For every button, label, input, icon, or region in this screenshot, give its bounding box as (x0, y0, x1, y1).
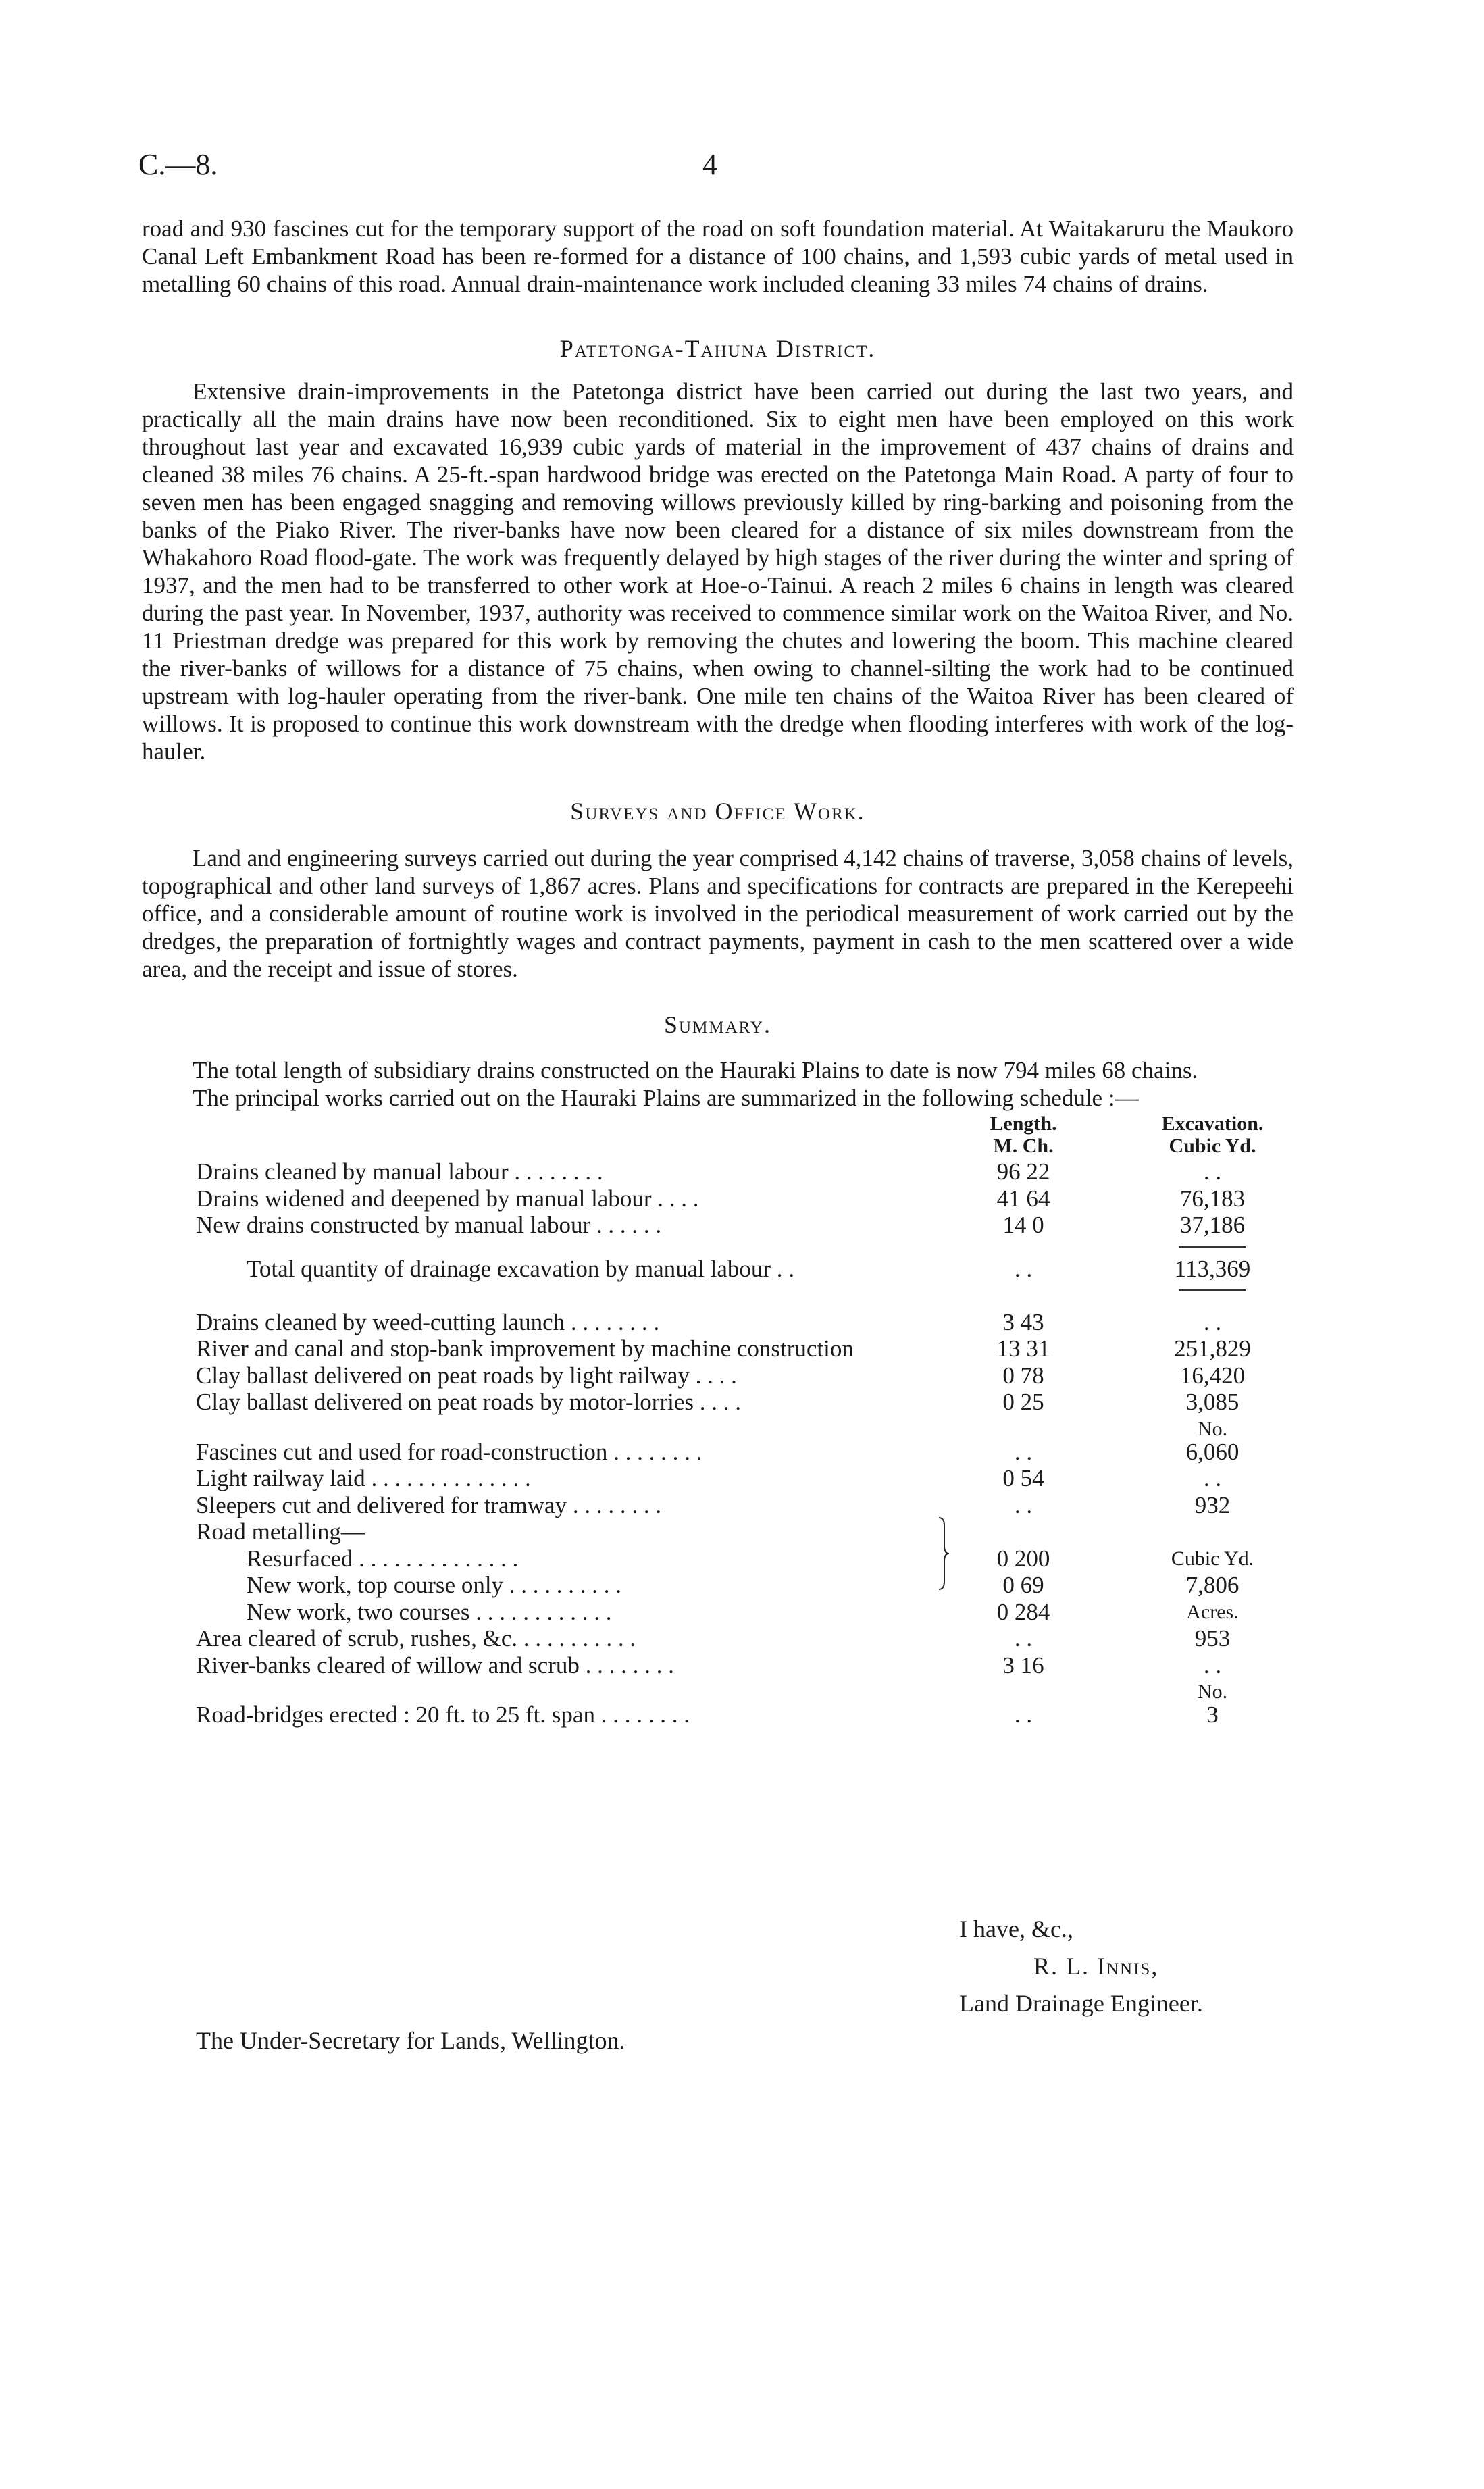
schedule-total-row (142, 1253, 1294, 1285)
document-reference: C.—8. (138, 148, 218, 181)
signature-line-1: I have, &c., (959, 1916, 1073, 1943)
unit-label: No. (1197, 1417, 1228, 1440)
unit-row (142, 1678, 1294, 1701)
section-title-patetonga: Patetonga-Tahuna District. (559, 335, 876, 362)
excavation-column-units: Cubic Yd. (1169, 1135, 1256, 1157)
row-label: Road metalling— (196, 1518, 365, 1545)
row-value: 3 (1206, 1701, 1219, 1728)
row-value: 76,183 (1179, 1185, 1246, 1212)
summary-paragraph-1: The total length of subsidiary drains constructed on the Hauraki Plains to date is now 794 miles 68 chains. (193, 1057, 1198, 1083)
unit-label: No. (1197, 1680, 1228, 1703)
row-length: 0 284 (996, 1598, 1050, 1625)
section-title-surveys: Surveys and Office Work. (570, 798, 865, 825)
schedule-row (142, 1308, 1294, 1335)
row-length: 96 22 (996, 1158, 1050, 1185)
rule-above-total (1179, 1246, 1246, 1248)
schedule-row (142, 1464, 1294, 1491)
row-label: Clay ballast delivered on peat roads by motor-lorries . . . . (196, 1389, 741, 1415)
row-label: New work, top course only . . . . . . . . . . (247, 1572, 622, 1598)
row-length: . . (1014, 1701, 1033, 1728)
row-length: 0 78 (1002, 1362, 1044, 1389)
row-label: New drains constructed by manual labour . . . . . . (196, 1212, 662, 1238)
row-value: . . (1203, 1465, 1222, 1491)
schedule-row (142, 1185, 1294, 1212)
row-length: 0 69 (1002, 1572, 1044, 1598)
row-value: 7,806 (1185, 1572, 1239, 1598)
row-value: . . (1203, 1158, 1222, 1185)
row-length: . . (1014, 1438, 1033, 1465)
signature-name: R. L. Innis, (1033, 1953, 1159, 1980)
page-header (0, 147, 1484, 188)
row-value: Cubic Yd. (1171, 1547, 1254, 1570)
row-label: Road-bridges erected : 20 ft. to 25 ft. span . . . . . . . . (196, 1701, 690, 1728)
section-title-summary: Summary. (664, 1011, 771, 1038)
schedule-row (142, 1518, 1294, 1545)
schedule-row (142, 1211, 1294, 1238)
excavation-column-header: Excavation. (1161, 1112, 1264, 1135)
right-brace-icon (938, 1516, 950, 1591)
rule-below-total (1179, 1289, 1246, 1291)
row-label: Sleepers cut and delivered for tramway . . . . . . . . (196, 1491, 662, 1518)
unit-row (142, 1415, 1294, 1438)
schedule-row (142, 1624, 1294, 1651)
schedule-row (142, 1651, 1294, 1678)
row-value: 251,829 (1174, 1335, 1251, 1362)
row-length: 13 31 (996, 1335, 1050, 1362)
row-length: 3 43 (1002, 1308, 1044, 1335)
row-length: 41 64 (996, 1185, 1050, 1212)
row-value: 6,060 (1185, 1438, 1239, 1465)
schedule-row (142, 1491, 1294, 1518)
row-label: New work, two courses . . . . . . . . . . . . (247, 1598, 612, 1625)
row-length: . . (1014, 1491, 1033, 1518)
row-label: Area cleared of scrub, rushes, &c. . . . . . . . . . . (196, 1625, 636, 1651)
total-length: . . (1014, 1255, 1033, 1282)
row-length: . . (1014, 1625, 1033, 1651)
row-length: 0 25 (1002, 1389, 1044, 1415)
row-value: 3,085 (1185, 1389, 1239, 1415)
row-value: 932 (1194, 1491, 1231, 1518)
schedule-units-row (142, 1135, 1294, 1158)
schedule-row (142, 1335, 1294, 1362)
row-length: 14 0 (1002, 1212, 1044, 1238)
addressee: The Under-Secretary for Lands, Wellington. (196, 2027, 625, 2054)
schedule-header-row (142, 1113, 1294, 1135)
summary-paragraph-2: The principal works carried out on the Hauraki Plains are summarized in the following schedule :— (193, 1085, 1139, 1111)
length-column-units: M. Ch. (993, 1135, 1054, 1157)
page-body (142, 215, 1294, 1728)
row-length: 0 200 (996, 1545, 1050, 1572)
row-value: Acres. (1186, 1600, 1239, 1623)
rule-row (142, 1285, 1294, 1308)
rule-row (142, 1238, 1294, 1253)
works-schedule (142, 1113, 1294, 1728)
schedule-row (142, 1701, 1294, 1728)
row-length: 0 54 (1002, 1465, 1044, 1491)
row-value: . . (1203, 1651, 1222, 1678)
schedule-row (142, 1438, 1294, 1465)
schedule-row (142, 1598, 1294, 1625)
row-label: Drains widened and deepened by manual labour . . . . (196, 1185, 699, 1212)
schedule-row (142, 1545, 1294, 1572)
page-number: 4 (702, 148, 717, 181)
signature-title: Land Drainage Engineer. (959, 1990, 1203, 2017)
row-label: Fascines cut and used for road-construction . . . . . . . . (196, 1438, 702, 1465)
surveys-paragraph: Land and engineering surveys carried out during the year comprised 4,142 chains of traverse, 3,058 chains of levels, topographical and other land surveys of 1,867 acres. Plans and specifications for contracts are prepared in the Kerepeehi office, and a considerable amount of routine work is involved in the periodical measurement of work carried out by the dredges, the preparation of fortnightly wages and contract payments, payment in cash to the men scattered over a wide area, and the receipt and issue of stores. (142, 845, 1294, 982)
length-column-header: Length. (990, 1112, 1057, 1135)
row-label: Drains cleaned by manual labour . . . . . . . . (196, 1158, 603, 1185)
schedule-row (142, 1571, 1294, 1598)
row-value: 953 (1194, 1625, 1231, 1651)
intro-paragraph: road and 930 fascines cut for the temporary support of the road on soft foundation material. At Waitakaruru the Maukoro Canal Left Embankment Road has been re-formed for a distance of 100 chains, and 1,593 cubic yards of metal used in metalling 60 chains of this road. Annual drain-maintenance work included cleaning 33 miles 74 chains of drains. (142, 215, 1294, 297)
row-label: River-banks cleared of willow and scrub . . . . . . . . (196, 1651, 674, 1678)
row-label: Resurfaced . . . . . . . . . . . . . . (247, 1545, 519, 1572)
row-value: . . (1203, 1308, 1222, 1335)
total-label: Total quantity of drainage excavation by manual labour . . (247, 1255, 795, 1282)
schedule-row (142, 1362, 1294, 1389)
row-label: River and canal and stop-bank improvement by machine construction (196, 1335, 854, 1362)
row-label: Clay ballast delivered on peat roads by light railway . . . . (196, 1362, 737, 1389)
schedule-row (142, 1158, 1294, 1185)
patetonga-paragraph: Extensive drain-improvements in the Patetonga district have been carried out during the last two years, and practically all the main drains have now been reconditioned. Six to eight men have been employed on this work throughout last year and excavated 16,939 cubic yards of material in the improvement of 437 chains of drains and cleaned 38 miles 76 chains. A 25-ft.-span hardwood bridge was erected on the Patetonga Main Road. A party of four to seven men has been engaged snagging and removing willows previously killed by ring-barking and poisoning from the banks of the Piako River. The river-banks have now been cleared for a distance of six miles downstream from the Whakahoro Road flood-gate. The work was frequently delayed by high stages of the river during the winter and spring of 1937, and the men had to be transferred to other work at Hoe-o-Tainui. A reach 2 miles 6 chains in length was cleared during the past year. In November, 1937, authority was received to commence similar work on the Waitoa River, and No. 11 Priestman dredge was prepared for this work by removing the chutes and lowering the boom. This machine cleared the river-banks of willows for a distance of 75 chains, when owing to channel-silting the work had to be continued upstream with log-hauler operating from the river-bank. One mile ten chains of the Waitoa River has been cleared of willows. It is proposed to continue this work downstream with the dredge when flooding interferes with work of the log-hauler. (142, 378, 1294, 765)
row-value: 37,186 (1179, 1212, 1246, 1238)
schedule-row (142, 1388, 1294, 1415)
row-label: Drains cleaned by weed-cutting launch . . . . . . . . (196, 1308, 660, 1335)
row-length: 3 16 (1002, 1651, 1044, 1678)
total-value: 113,369 (1174, 1255, 1251, 1282)
row-value: 16,420 (1179, 1362, 1246, 1389)
row-label: Light railway laid . . . . . . . . . . . . . . (196, 1465, 531, 1491)
